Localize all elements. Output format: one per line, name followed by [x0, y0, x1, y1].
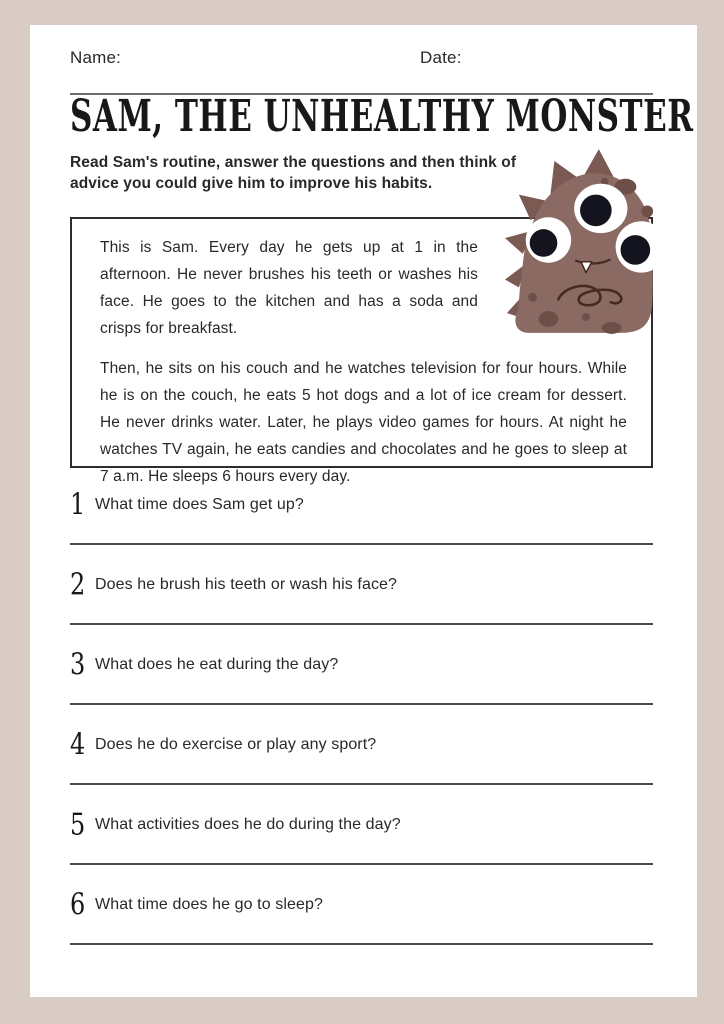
answer-line[interactable] — [70, 623, 653, 625]
question-block — [70, 487, 653, 545]
answer-line[interactable] — [70, 703, 653, 705]
question-number: 6 — [70, 887, 86, 923]
passage-paragraph-1: This is Sam. Every day he gets up at 1 in the afternoon. He never brushes his teeth or washes his face. He goes to the kitchen and has a soda and crisps for breakfast. — [100, 239, 478, 337]
question-row — [70, 567, 653, 603]
answer-line[interactable] — [70, 543, 653, 545]
question-number: 1 — [70, 487, 86, 523]
answer-line[interactable] — [70, 783, 653, 785]
question-text: Does he do exercise or play any sport? — [95, 736, 377, 753]
answer-line[interactable] — [70, 943, 653, 945]
question-block — [70, 807, 653, 865]
question-text: What does he eat during the day? — [95, 656, 339, 673]
questions-list — [70, 487, 653, 972]
question-block — [70, 727, 653, 785]
date-label: Date: — [420, 48, 462, 67]
question-row — [70, 727, 653, 763]
instructions-text: Read Sam's routine, answer the questions and then think of advice you could give him to improve his habits. — [70, 154, 517, 192]
question-number: 5 — [70, 807, 86, 843]
question-row — [70, 887, 653, 923]
passage-paragraph-2: Then, he sits on his couch and he watches television for four hours. While he is on the couch, he eats 5 hot dogs and a lot of ice cream for dessert. He never drinks water. Later, he plays video games for hours. At night he watches TV again, he eats candies and chocolates and he goes to sleep at 7 a.m. He sleeps 6 hours every day. — [100, 360, 627, 485]
question-block — [70, 567, 653, 625]
worksheet-content — [70, 25, 694, 997]
question-text: What activities does he do during the day? — [95, 816, 401, 833]
question-number: 3 — [70, 647, 86, 683]
question-text: What time does he go to sleep? — [95, 896, 324, 913]
name-label: Name: — [70, 48, 122, 67]
question-number: 2 — [70, 567, 86, 603]
question-number: 4 — [70, 727, 86, 763]
question-text: Does he brush his teeth or wash his face? — [95, 576, 398, 593]
question-block — [70, 647, 653, 705]
question-block — [70, 887, 653, 945]
question-row — [70, 807, 653, 843]
answer-line[interactable] — [70, 863, 653, 865]
question-row — [70, 487, 653, 523]
worksheet-title: SAM, THE UNHEALTHY MONSTER — [70, 91, 694, 143]
question-row — [70, 647, 653, 683]
question-text: What time does Sam get up? — [95, 496, 304, 513]
worksheet-sheet — [30, 25, 697, 997]
monster-illustration — [505, 148, 663, 334]
